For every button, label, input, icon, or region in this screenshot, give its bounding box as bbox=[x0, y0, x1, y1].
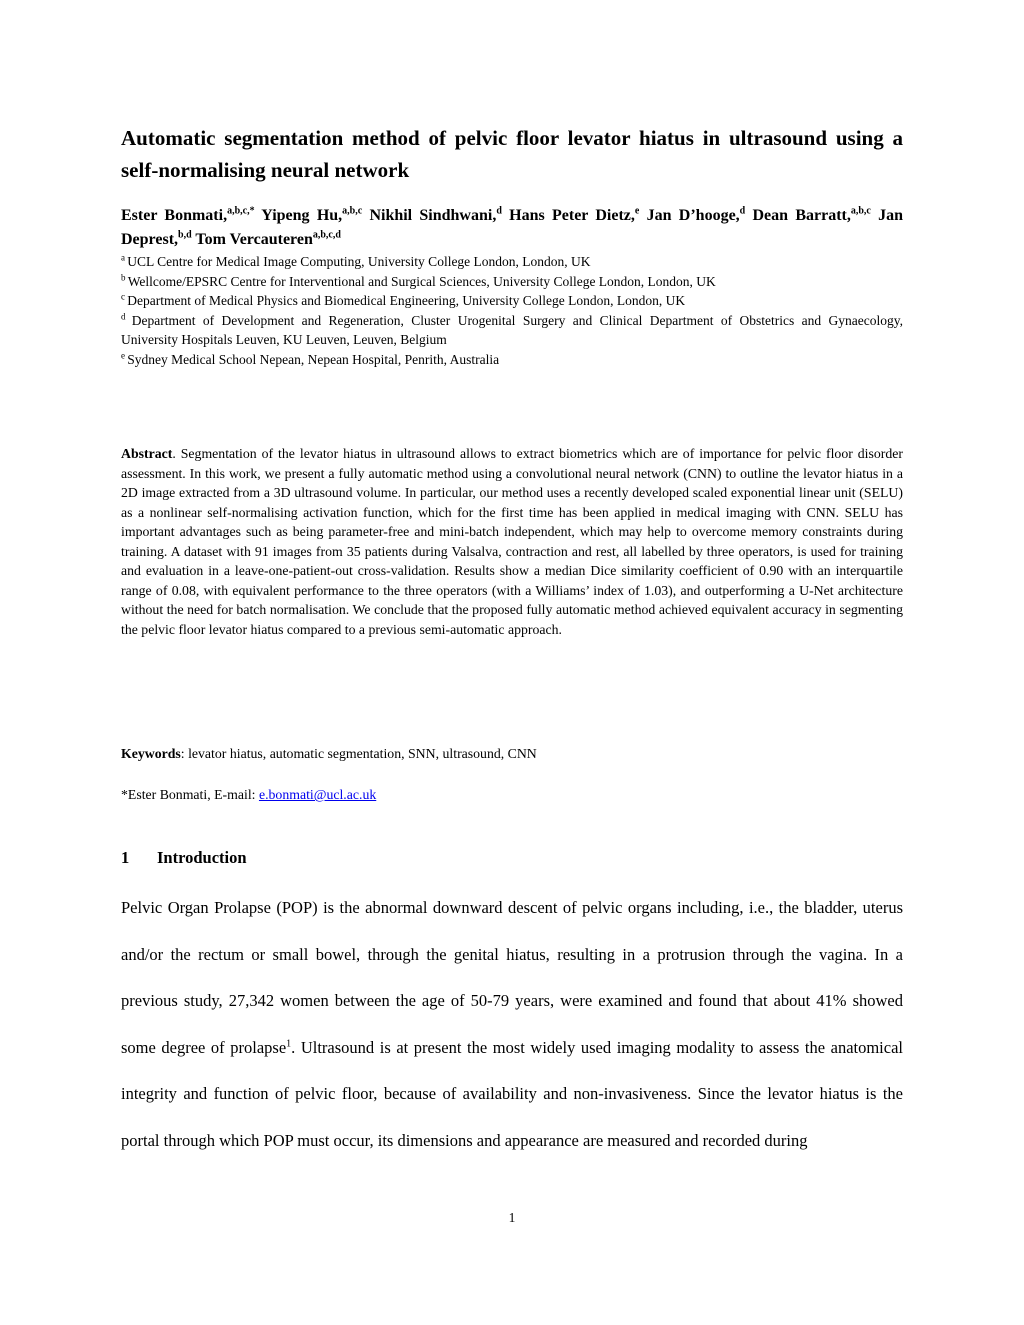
abstract-paragraph bbox=[121, 444, 903, 639]
affiliation-item: $^a$ UCL Centre for Medical Image Computing, University College London, London, UK bbox=[121, 252, 591, 269]
keywords-line bbox=[121, 744, 903, 764]
correspondence-line bbox=[121, 785, 903, 805]
author-affiliation-marker: a,b,c bbox=[342, 205, 363, 217]
affiliation-marker: e bbox=[121, 350, 128, 360]
introduction-text-2: . Ultrasound is at present the most widely used imaging modality to assess the anatomical integrity and function of pelvic floor, because of availability and non-invasiveness. Since the levator hiatus is the portal through which POP must occur, its dimensions and appearance are measured and recorded during bbox=[121, 1037, 903, 1150]
abstract-text: . Segmentation of the levator hiatus in ultrasound allows to extract biometrics which are of importance for pelvic floor disorder assessment. In this work, we present a fully automatic method using a convolutional neural network (CNN) to outline the levator hiatus in a 2D image extracted from a 3D ultrasound volume. In particular, our method uses a recently developed scaled exponential linear unit (SELU) as a nonlinear self-normalising activation function, which for the first time has been applied in medical imaging with CNN. SELU has important advantages such as being parameter-free and mini-batch independent, which may help to overcome memory constraints during training. A dataset with 91 images from 35 patients during Valsalva, contraction and rest, all labelled by three operators, is used for training and evaluation in a leave-one-patient-out cross-validation. Results show a median Dice similarity coefficient of 0.90 with an interquartile range of 0.08, with equivalent performance to the three operators (with a Williams’ index of 1.03), and outperforming a U-Net architecture without the need for batch normalisation. We conclude that the proposed fully automatic method achieved equivalent accuracy in segmenting the pelvic floor levator hiatus compared to a previous semi-automatic approach. bbox=[121, 446, 903, 637]
affiliation-list bbox=[121, 252, 903, 369]
author-affiliation-marker: d bbox=[739, 205, 746, 217]
author-name: Nikhil Sindhwani, bbox=[369, 207, 497, 224]
introduction-text-1: Pelvic Organ Prolapse (POP) is the abnormal downward descent of pelvic organs including, i.e., the bladder, uterus and/or the rectum or small bowel, through the genital hiatus, resulting in a protrusion through the vagina. In a previous study, 27,342 women between the age of 50-79 years, were examined and found that about 41% showed some degree of prolapse bbox=[121, 898, 903, 1057]
author-name: Ester Bonmati, bbox=[121, 207, 228, 224]
author-name: Hans Peter Dietz, bbox=[509, 207, 635, 224]
keywords-text: : levator hiatus, automatic segmentation, SNN, ultrasound, CNN bbox=[180, 746, 537, 761]
paper-title: Automatic segmentation method of pelvic floor levator hiatus in ultrasound using a self-normalising neural network bbox=[121, 126, 903, 182]
affiliation-marker: c bbox=[121, 291, 128, 302]
page-number: 1 bbox=[508, 1210, 516, 1225]
abstract-label: Abstract bbox=[121, 446, 173, 461]
keywords-label: Keywords bbox=[121, 746, 181, 761]
section-heading bbox=[121, 846, 903, 870]
author-name: Yipeng Hu, bbox=[261, 207, 343, 224]
author-affiliation-marker: a,b,c bbox=[850, 205, 871, 217]
author-affiliation-marker: d bbox=[496, 205, 502, 217]
section-number: 1 bbox=[121, 848, 130, 867]
introduction-paragraph bbox=[121, 885, 903, 1164]
author-list bbox=[121, 204, 903, 252]
affiliation-item: $^b$ Wellcome/EPSRC Centre for Interventional and Surgical Sciences, University College London, London, UK bbox=[121, 272, 716, 289]
author-affiliation-marker: e bbox=[634, 205, 640, 217]
affiliation-item: $^c$ Department of Medical Physics and Biomedical Engineering, University College London, London, UK bbox=[121, 291, 686, 308]
affiliation-item: $^d$ Department of Development and Regeneration, Cluster Urogenital Surgery and Clinical Department of Obstetrics and Gynaecology, University Hospitals Leuven, KU Leuven, Leuven, Belgium bbox=[121, 311, 904, 347]
affiliation-marker: b bbox=[121, 272, 128, 282]
author-name: Jan D’hooge, bbox=[646, 207, 740, 224]
author-affiliation-marker: a,b,c,d bbox=[312, 229, 341, 241]
author-affiliation-marker: b,d bbox=[178, 229, 192, 241]
correspondence-prefix: *Ester Bonmati, E-mail: bbox=[121, 787, 259, 802]
affiliation-marker: a bbox=[121, 252, 128, 263]
author-name: Jan Deprest, bbox=[121, 207, 904, 248]
citation-reference: 1 bbox=[286, 1038, 292, 1049]
affiliation-marker: d bbox=[121, 311, 132, 321]
email-link[interactable]: e.bonmati@ucl.ac.uk bbox=[258, 787, 377, 802]
affiliation-item: $^e$ Sydney Medical School Nepean, Nepean Hospital, Penrith, Australia bbox=[121, 350, 500, 367]
section-title: Introduction bbox=[157, 848, 247, 867]
author-name: Tom Vercauteren bbox=[195, 231, 313, 248]
author-affiliation-marker: a,b,c,* bbox=[227, 205, 255, 217]
author-name: Dean Barratt, bbox=[752, 207, 851, 224]
